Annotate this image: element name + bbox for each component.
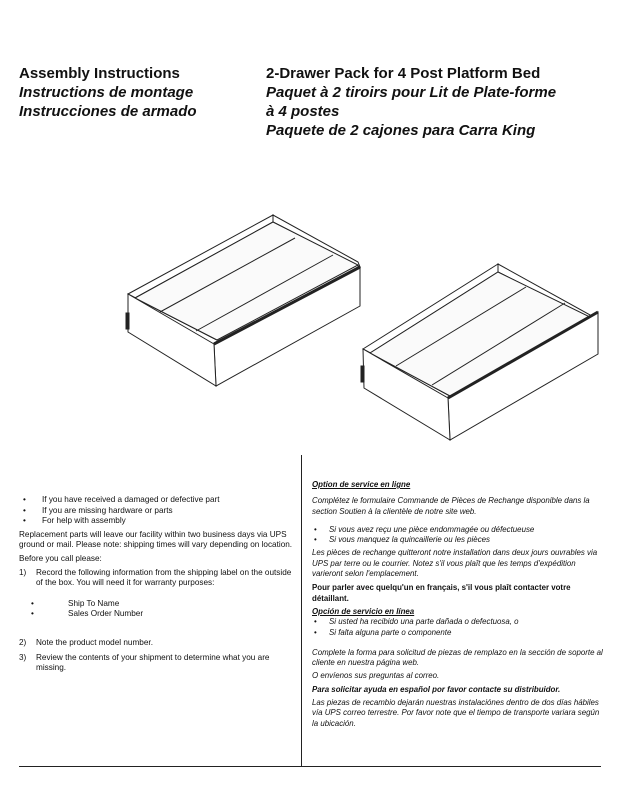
spanish-email: O envíenos sus preguntas al correo. bbox=[312, 671, 440, 681]
step-2: 2) Note the product model number. bbox=[19, 637, 153, 647]
spanish-contact: Para solicitar ayuda en español por favor contacte su distribuidor. bbox=[312, 684, 561, 694]
list-item: • For help with assembly bbox=[23, 516, 126, 526]
list-item: • Si usted ha recibido una parte dañada o defectuosa, o bbox=[314, 617, 519, 627]
french-intro: Complétez le formulaire Commande de Pièces de Rechange disponible dans la section Soutien à la clientèle de notre site web. bbox=[312, 496, 590, 516]
product-title-english: 2-Drawer Pack for 4 Post Platform Bed bbox=[266, 65, 541, 82]
header-right bbox=[266, 64, 606, 140]
french-heading: Option de service en ligne bbox=[312, 480, 411, 489]
french-shipping: Les pièces de rechange quitteront notre installation dans deux jours ouvrables via UPS par terre ou le courrier. Notez s'il vous plaît que les temps d'expédition varieront selon l'emplacement. bbox=[312, 548, 598, 579]
list-item: • Si falta alguna parte o componente bbox=[314, 627, 452, 637]
title-spanish: Instrucciones de armado bbox=[19, 103, 197, 120]
list-item: • Si vous avez reçu une pièce endommagée ou défectueuse bbox=[314, 524, 535, 534]
title-english: Assembly Instructions bbox=[19, 65, 180, 82]
list-item: • If you are missing hardware or parts bbox=[23, 505, 173, 515]
list-item: • Sales Order Number bbox=[31, 609, 144, 619]
drawer-illustration bbox=[115, 205, 605, 445]
spanish-shipping: Las piezas de recambio dejarán nuestras instalaciónes dentro de dos días hábiles vía UPS correo terrestre. Por favor note que el tiempo de transporte variara según la ubicación. bbox=[312, 698, 600, 728]
column-divider bbox=[301, 455, 302, 767]
spanish-heading: Opción de servicio en línea bbox=[312, 606, 415, 616]
list-item: • Si vous manquez la quincaillerie ou les pièces bbox=[314, 535, 490, 545]
bottom-rule bbox=[19, 766, 601, 767]
product-title-french: Paquet à 2 tiroirs pour Lit de Plate-forme bbox=[266, 84, 557, 101]
product-title-spanish: Paquete de 2 cajones para Carra King bbox=[266, 122, 536, 139]
list-item: • Ship To Name bbox=[31, 598, 120, 608]
replacement-text: Replacement parts will leave our facility within two business days via UPS ground or mail. Please note: shipping times will vary depending on location. bbox=[19, 529, 293, 550]
product-title-french-cont: à 4 postes bbox=[266, 103, 340, 120]
before-you-call: Before you call please: bbox=[19, 553, 102, 563]
list-item: • If you have received a damaged or defective part bbox=[23, 495, 220, 504]
french-spanish-support-section bbox=[312, 480, 604, 729]
step-1: 1) Record the following information from the shipping label on the outside of the box. You will need it for warranty purposes: bbox=[19, 567, 292, 588]
french-contact: Pour parler avec quelqu'un en français, s'il vous plaît contacter votre détaillant. bbox=[312, 583, 571, 603]
header-left bbox=[19, 64, 197, 121]
title-french: Instructions de montage bbox=[19, 84, 194, 101]
step-3: 3) Review the contents of your shipment to determine what you are missing. bbox=[19, 652, 270, 673]
english-support-section bbox=[19, 495, 294, 674]
spanish-intro: Complete la forma para solicitud de piezas de remplazo en la sección de soporte al cliente en nuestra página web. bbox=[312, 647, 603, 668]
